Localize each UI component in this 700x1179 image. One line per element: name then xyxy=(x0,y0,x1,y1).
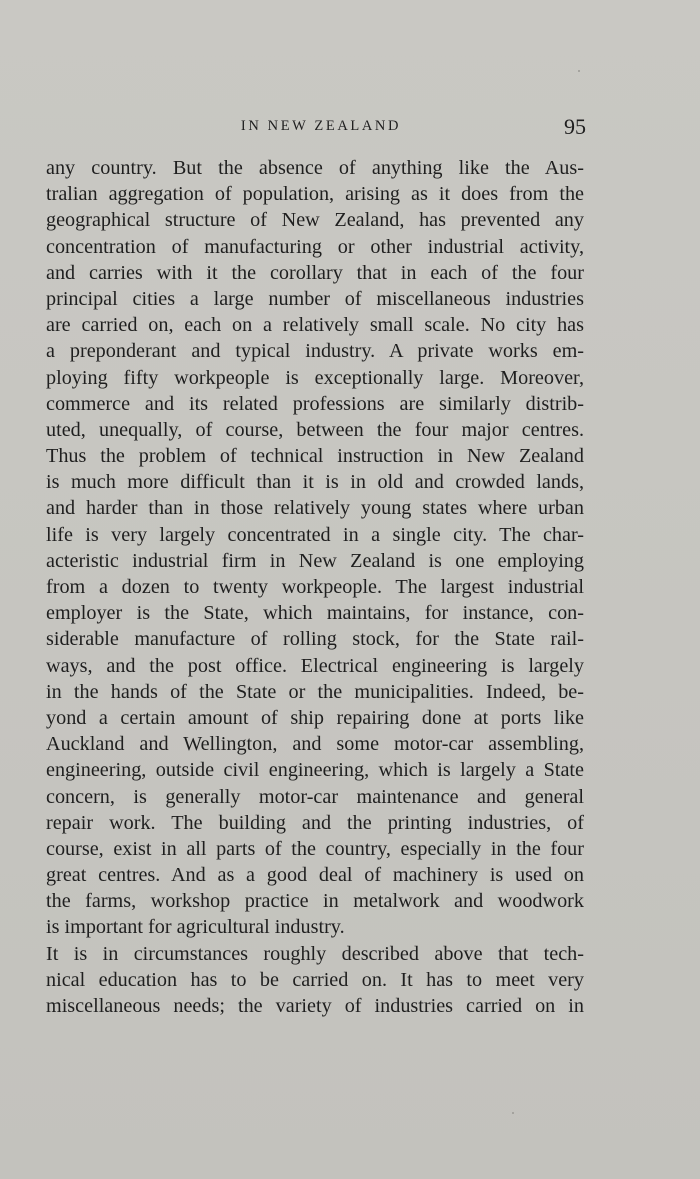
text-line: engineering, outside civil engineering, which is largely a State xyxy=(46,759,584,782)
text-line: any country. But the absence of anything like the Aus- xyxy=(46,157,584,179)
text-line: Thus the problem of technical instruction in New Zealand xyxy=(46,445,584,468)
text-line: commerce and its related professions are similarly distrib- xyxy=(46,392,584,415)
paper-speck xyxy=(578,70,580,72)
text-line: course, exist in all parts of the country, especially in the four xyxy=(46,837,584,860)
text-line: in the hands of the State or the municipalities. Indeed, be- xyxy=(46,680,584,703)
text-line: uted, unequally, of course, between the four major centres. xyxy=(46,418,584,441)
text-line: ways, and the post office. Electrical engineering is largely xyxy=(46,654,584,677)
text-line: concern, is generally motor-car maintenance and general xyxy=(46,785,584,808)
text-line: miscellaneous needs; the variety of industries carried on in xyxy=(46,995,584,1017)
text-line: from a dozen to twenty workpeople. The largest industrial xyxy=(46,576,584,598)
text-line: principal cities a large number of miscellaneous industries xyxy=(46,287,584,310)
body-text xyxy=(46,155,584,1019)
text-line: a preponderant and typical industry. A private works em- xyxy=(46,340,584,363)
text-line: yond a certain amount of ship repairing done at ports like xyxy=(46,706,584,729)
text-line: and harder than in those relatively young states where urban xyxy=(46,497,584,520)
page-number: 95 xyxy=(564,114,586,139)
text-line: tralian aggregation of population, arising as it does from the xyxy=(46,183,584,206)
running-head xyxy=(46,116,584,142)
text-line: is much more difficult than it is in old and crowded lands, xyxy=(46,471,584,494)
text-line: siderable manufacture of rolling stock, for the State rail- xyxy=(46,628,584,651)
text-line: concentration of manufacturing or other industrial activity, xyxy=(46,235,584,258)
text-line: and carries with it the corollary that in each of the four xyxy=(46,261,584,284)
paragraph-end-line: is important for agricultural industry. xyxy=(46,916,345,939)
text-line: life is very largely concentrated in a single city. The char- xyxy=(46,523,584,546)
text-line: employer is the State, which maintains, for instance, con- xyxy=(46,602,584,625)
text-line: Auckland and Wellington, and some motor-car assembling, xyxy=(46,733,584,756)
text-line: repair work. The building and the printing industries, of xyxy=(46,811,584,834)
paper-speck xyxy=(512,1112,514,1114)
text-line: great centres. And as a good deal of machinery is used on xyxy=(46,864,584,887)
text-line: the farms, workshop practice in metalwork and woodwork xyxy=(46,890,584,913)
text-line: nical education has to be carried on. It has to meet very xyxy=(46,968,584,991)
text-line: geographical structure of New Zealand, has prevented any xyxy=(46,209,584,232)
paragraph-start-line: It is in circumstances roughly described above that tech- xyxy=(46,942,584,965)
text-line: ploying fifty workpeople is exceptionally large. Moreover, xyxy=(46,366,584,389)
text-line: are carried on, each on a relatively small scale. No city has xyxy=(46,314,584,337)
running-title: IN NEW ZEALAND xyxy=(240,118,402,134)
text-line: acteristic industrial firm in New Zealand is one employing xyxy=(46,549,584,572)
